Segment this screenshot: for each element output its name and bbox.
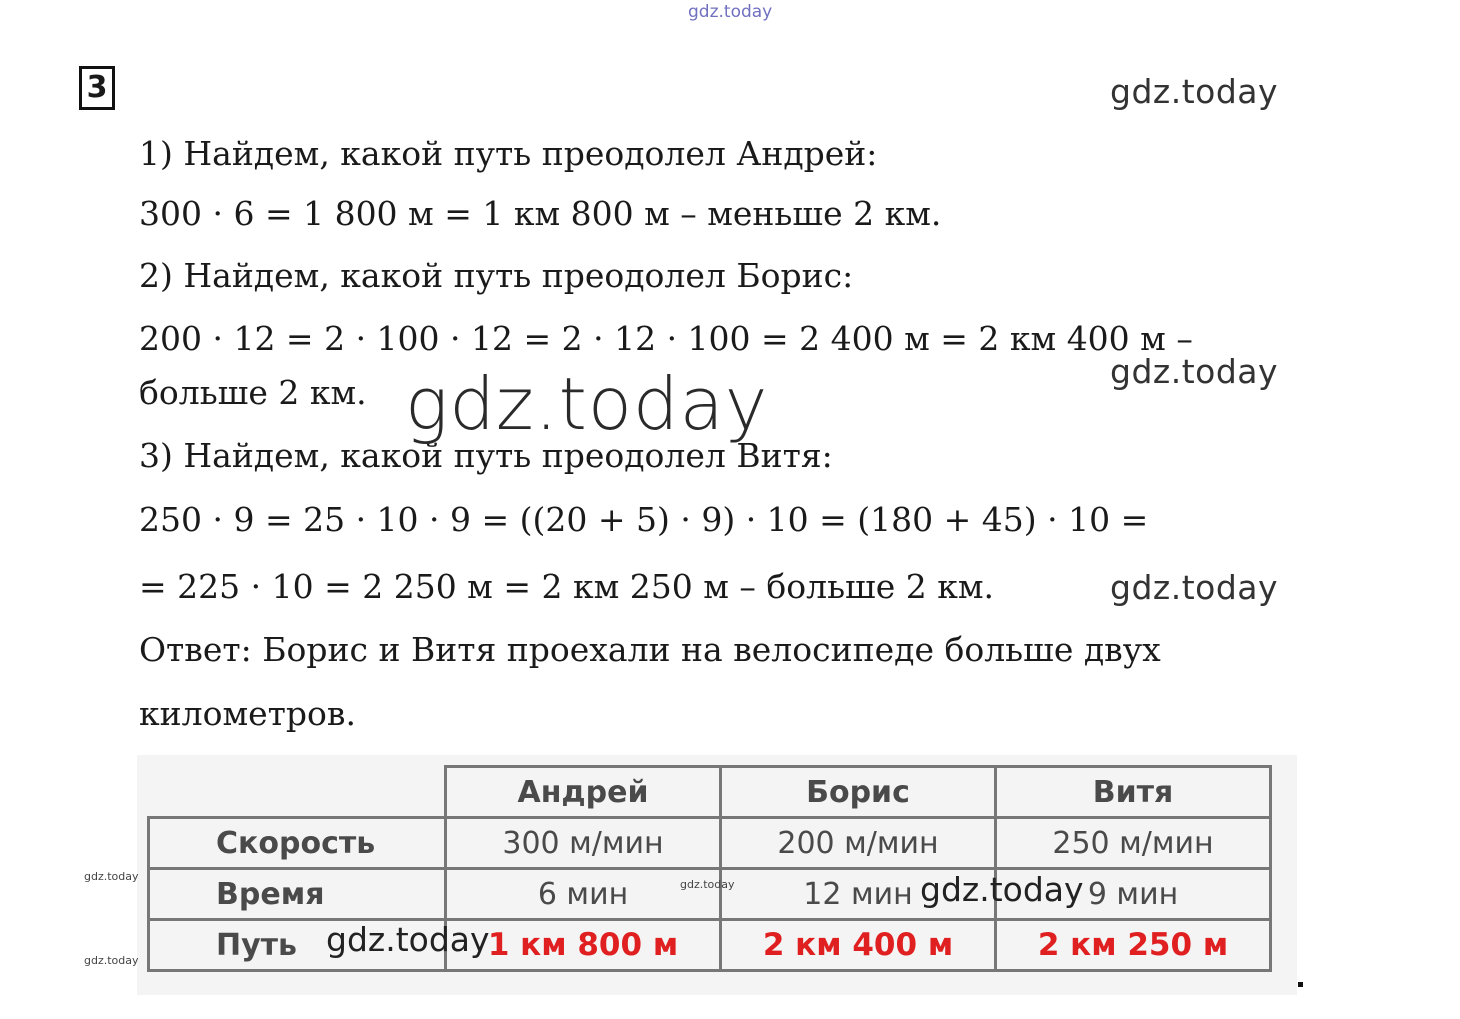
watermark-small-1: gdz.today: [84, 870, 139, 883]
watermark-table-2: gdz.today: [326, 920, 490, 959]
solution-line-6: 3) Найдем, какой путь преодолел Витя:: [139, 436, 833, 475]
solution-line-4: 200 · 12 = 2 · 100 · 12 = 2 · 12 · 100 = 2 400 м = 2 км 400 м –: [139, 319, 1193, 358]
table-row: [149, 920, 1271, 971]
table-corner-cell: [149, 767, 446, 818]
answer-line-1: Ответ: Борис и Витя проехали на велосипеде больше двух: [139, 630, 1161, 669]
table-cell-answer: 1 км 800 м: [446, 920, 721, 971]
table-header-vitya: Витя: [996, 767, 1271, 818]
watermark-table-1: gdz.today: [920, 870, 1084, 909]
table-cell: 9 мин: [996, 869, 1271, 920]
answer-line-2: километров.: [139, 694, 356, 733]
table-cell-answer: 2 км 250 м: [996, 920, 1271, 971]
table-header-row: [149, 767, 1271, 818]
solution-line-7: 250 · 9 = 25 · 10 · 9 = ((20 + 5) · 9) · 10 = (180 + 45) · 10 =: [139, 500, 1149, 539]
solution-line-8: = 225 · 10 = 2 250 м = 2 км 250 м – больше 2 км.: [139, 567, 995, 606]
watermark-right-1: gdz.today: [1110, 72, 1279, 111]
solution-line-1: 1) Найдем, какой путь преодолел Андрей:: [139, 134, 878, 173]
watermark-top: gdz.today: [688, 2, 773, 22]
table-cell-answer: 2 км 400 м: [721, 920, 996, 971]
table-row: [149, 869, 1271, 920]
watermark-right-3: gdz.today: [1110, 568, 1279, 607]
table-row-label-distance: Путь: [149, 920, 446, 971]
table-header-andrey: Андрей: [446, 767, 721, 818]
solution-line-5: больше 2 км.: [139, 373, 367, 412]
table-cell: 300 м/мин: [446, 818, 721, 869]
watermark-right-2: gdz.today: [1110, 352, 1279, 391]
watermark-small-3: gdz.today: [680, 878, 735, 891]
table-row-label-speed: Скорость: [149, 818, 446, 869]
table-cell: 200 м/мин: [721, 818, 996, 869]
results-table: [147, 765, 1272, 972]
results-table-area: [137, 755, 1297, 995]
table-row: [149, 818, 1271, 869]
table-header-boris: Борис: [721, 767, 996, 818]
solution-line-2: 300 · 6 = 1 800 м = 1 км 800 м – меньше 2 км.: [139, 194, 942, 233]
watermark-small-2: gdz.today: [84, 954, 139, 967]
task-number: 3: [79, 66, 115, 110]
table-cell: 6 мин: [446, 869, 721, 920]
stray-dot: [1298, 982, 1303, 987]
table-row-label-time: Время: [149, 869, 446, 920]
table-cell: 250 м/мин: [996, 818, 1271, 869]
watermark-big: gdz.today: [405, 362, 769, 446]
table-cell: 12 мин: [721, 869, 996, 920]
solution-line-3: 2) Найдем, какой путь преодолел Борис:: [139, 256, 854, 295]
